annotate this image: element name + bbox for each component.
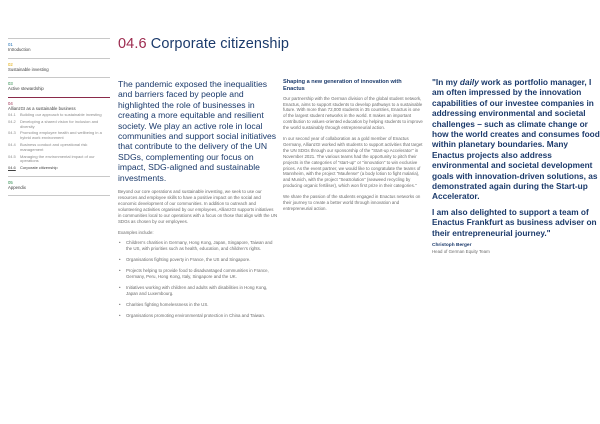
nav-section-title: Appendix <box>8 184 26 190</box>
quote-author: Christoph Berger <box>432 243 472 249</box>
list-item: • Organisations promoting environmental protection in China and Taiwan. <box>118 313 278 319</box>
nav-subitem-number: 04.1 <box>8 112 16 117</box>
nav-subitem-number: 04.4 <box>8 141 16 147</box>
examples-intro: Examples include: <box>118 229 154 235</box>
list-item: • Children's charities in Germany, Hong Kong, Japan, Singapore, Taiwan and the US, with priorities such as health, education, and children's rights. <box>118 240 278 252</box>
quote-column <box>432 77 600 255</box>
nav-subitem-04-1[interactable] <box>8 113 110 118</box>
lead-paragraph: The pandemic exposed the inequalities and barriers faced by people and highlighted the role of businesses in creating a more equitable and resilient society. We play an active role in local communities and support social initiatives that contribute to the delivery of the UN SDGs, complementing our focus on impact, SDG-aligned and sustainable investments. <box>118 79 277 183</box>
nav-section-title: Introduction <box>8 47 31 52</box>
nav-subitem-title: Business conduct and operational risk management <box>20 141 88 152</box>
nav-subitem-number: 04.3 <box>8 130 16 136</box>
nav-subitem-title: Building our approach to sustainable investing <box>20 112 102 117</box>
nav-section-active-stewardship[interactable] <box>8 77 110 97</box>
nav-section-title: Sustainable investing <box>8 66 49 72</box>
list-item: • Projects helping to provide food to disadvantaged communities in France, Germany, Peru, Hong Kong, Italy, Singapore and the UK. <box>118 268 278 280</box>
enactus-heading: Shaping a new generation of innovation with Enactus <box>283 79 402 92</box>
enactus-paragraph: Our partnership with the German division of the global student network, Enactus, aims to support students to develop pathways to a sustainable future. With more than 72,000 students in 35 countries, Enactus is one of the largest student networks in the world. It makes an important contribution to values-oriented education by helping students to improve the world sustainably through entrepreneurial action. <box>283 95 423 131</box>
nav-subitem-04-3[interactable] <box>8 131 110 141</box>
body-paragraph: Beyond our core operations and sustainable investing, we seek to use our resources and employee skills to have a positive impact on the social and economic development of our communities. In addition to outreach and volunteering activities organised by our employees, AllianzGI supports initiatives in communities local to our operations with a focus on those that align with the UN SDGs as chosen by our employees. <box>118 189 278 224</box>
section-navigation <box>8 38 110 196</box>
nav-subitem-number: 04.6 <box>8 165 16 171</box>
nav-section-sustainable-business[interactable] <box>8 97 110 176</box>
quote-author-role: Head of German Equity Team <box>432 249 490 255</box>
nav-subitem-04-6-current[interactable] <box>8 166 110 171</box>
nav-subitem-title: Corporate citizenship <box>20 165 58 171</box>
nav-subitem-number: 04.5 <box>8 153 16 159</box>
nav-subitem-04-4[interactable] <box>8 143 110 153</box>
intro-column <box>118 79 278 324</box>
nav-subitem-title: Developing a shared vision for inclusion and diversity <box>20 118 99 129</box>
list-item: • Organisations fighting poverty in France, the US and Singapore. <box>118 257 278 263</box>
list-item: • Charities fighting homelessness in the US. <box>118 302 278 308</box>
nav-section-title: AllianzGI as a sustainable business <box>8 105 76 111</box>
quote-text-emphasis: daily <box>459 77 479 87</box>
pull-quote-continued: I am also delighted to support a team of Enactus Frankfurt as business adviser on their entrepreneurial journey." <box>432 206 597 238</box>
page-title <box>118 36 289 52</box>
nav-section-introduction[interactable] <box>8 38 110 58</box>
nav-section-number: 03 <box>8 81 13 86</box>
nav-section-appendix[interactable] <box>8 176 110 196</box>
examples-list <box>118 240 278 318</box>
nav-subitem-number: 04.2 <box>8 118 16 124</box>
nav-subitem-04-2[interactable] <box>8 120 110 130</box>
enactus-column <box>283 79 423 217</box>
quote-text: work as portfolio manager, I am often impressed by the innovation capabilities of our investee companies in addressing environmental and societal challenges – such as climate change or how the world creates and consumes food within planetary boundaries. Many Enactus projects also address environmental and societal development goals with innovation-driven solutions, as demonstrated again during the Start-up Accelerator. <box>432 77 600 202</box>
nav-section-number: 04 <box>8 100 13 106</box>
quote-text: "In my <box>432 77 460 87</box>
nav-divider <box>8 195 110 196</box>
nav-subitem-title: Promoting employee health and wellbeing in a hybrid work environment <box>20 130 102 141</box>
nav-section-sustainable-investing[interactable] <box>8 58 110 78</box>
pull-quote <box>432 77 600 202</box>
section-title: Corporate citizenship <box>150 36 290 52</box>
nav-subitem-title: Managing the environmental impact of our operations <box>20 153 95 164</box>
enactus-paragraph: In our second year of collaboration as a gold member of Enactus Germany, AllianzGI worked with students to support activities that target the UN SDGs through our sponsorship of the "Start-up Accelerator" in November 2021. The various teams had the opportunity to pitch their projects in the categories of "start-up" or "innovation" to win exclusive prices. As the event partner, we would like to congratulate the teams of Mannheim, with the project "Maufense" (a body lotion to fight malaria), and Munich, with the project "SeaSolution" (seaweed recycling by producing organic fertiliser), which won first prize in their categories." <box>283 136 423 189</box>
nav-subitem-04-5[interactable] <box>8 155 110 165</box>
enactus-paragraph: We share the passion of the students engaged in Enactus networks on their journey to create a better world through innovation and entrepreneurial action. <box>283 194 421 211</box>
nav-section-number: 02 <box>8 61 13 67</box>
list-item: • Initiatives working with children and adults with disabilities in Hong Kong, Japan and Luxembourg. <box>118 285 278 297</box>
nav-section-number: 05 <box>8 179 13 185</box>
nav-section-number: 01 <box>8 42 13 47</box>
section-number: 04.6 <box>118 36 147 52</box>
nav-section-title: Active stewardship <box>8 86 44 91</box>
